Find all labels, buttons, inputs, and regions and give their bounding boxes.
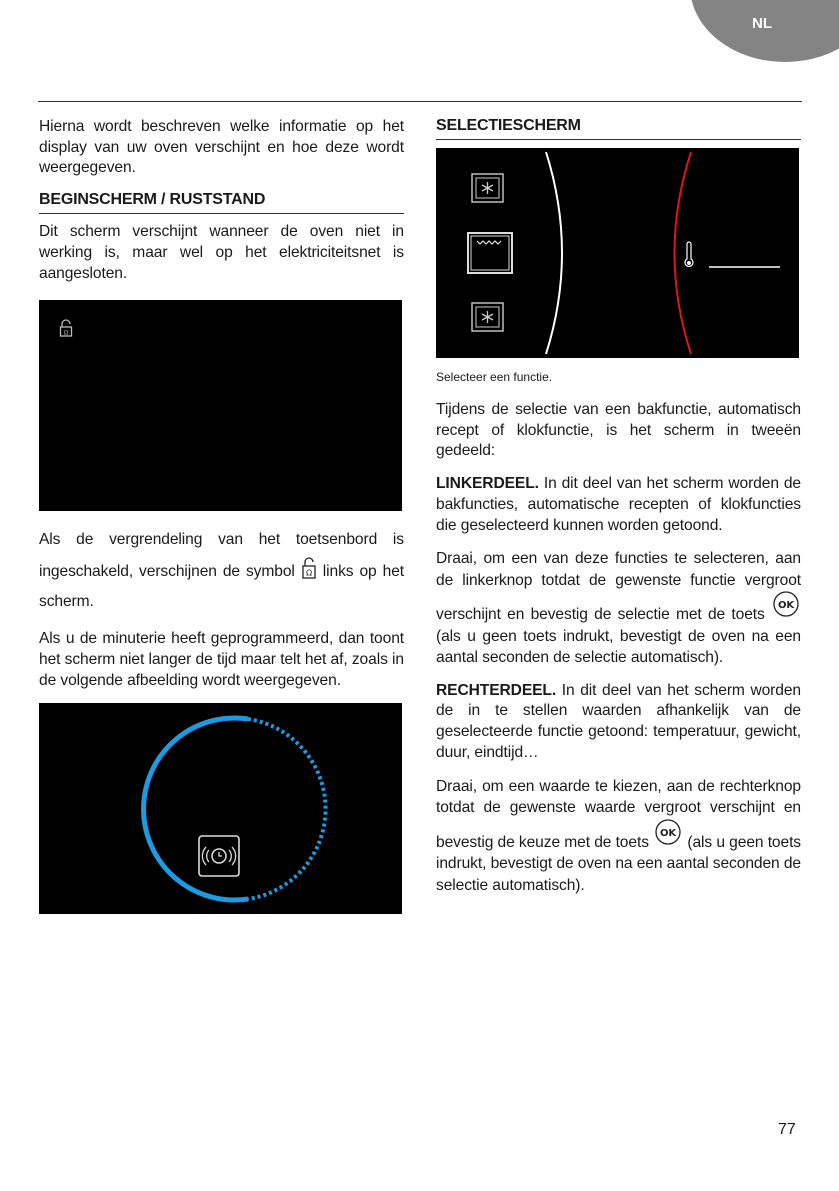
page-number: 77 xyxy=(778,1121,796,1138)
ok-key-label: OK xyxy=(660,827,677,839)
left-selector-arc xyxy=(546,152,562,354)
timer-clock-icon xyxy=(198,835,240,877)
timer-paragraph: Als u de minuterie heeft geprogrammeerd, dan toont het scherm niet langer de tijd maar telt het af, zoals in de volgende afbeelding wordt weergegeven. xyxy=(39,630,404,689)
figure-caption: Selecteer een functie. xyxy=(436,370,553,384)
ok-key-icon xyxy=(653,819,683,845)
fan-oven-icon xyxy=(471,302,504,332)
section-title-home-screen: BEGINSCHERM / RUSTSTAND xyxy=(39,191,404,214)
ok-key-icon xyxy=(771,591,801,617)
countdown-screen-figure xyxy=(39,703,402,914)
right-column xyxy=(436,117,801,908)
grill-oven-icon xyxy=(467,232,513,274)
ok-key-label: OK xyxy=(777,600,795,612)
selection-screen-figure xyxy=(436,148,799,358)
home-screen-figure xyxy=(39,300,402,511)
fan-oven-icon xyxy=(471,173,504,203)
timer-remaining-arc xyxy=(248,719,326,899)
section-title-selection-screen: SELECTIESCHERM xyxy=(436,117,801,140)
lock-icon xyxy=(301,555,317,579)
home-screen-paragraph: Dit scherm verschijnt wanneer de oven niet in werking is, maar wel op het elektriciteitsnet is aangesloten. xyxy=(39,223,404,282)
left-knob-paragraph: Draai, om een van deze functies te selecteren, aan de linkerknop totdat de gewenste functie vergroot verschijnt en bevestig de selectie met de toets OK (als u geen toets indrukt, bevestigt de oven na een aantal seconden de selectie automatisch). xyxy=(436,550,801,667)
intro-paragraph: Hierna wordt beschreven welke informatie op het display van uw oven verschijnt en hoe deze wordt weergegeven. xyxy=(39,118,404,177)
top-rule xyxy=(38,101,802,102)
lock-icon xyxy=(59,319,73,337)
right-part-paragraph: RECHTERDEEL. In dit deel van het scherm worden de in te stellen waarden afhankelijk van de geselecteerde functie getoond: temperatuur, gewicht, duur, eindtijd… xyxy=(436,681,801,761)
left-part-paragraph: LINKERDEEL. In dit deel van het scherm worden de bakfuncties, automatische recepten of klokfuncties die geselecteerd kunnen worden getoond. xyxy=(436,475,802,534)
svg-text:Ω: Ω xyxy=(305,568,312,578)
svg-text:Ω: Ω xyxy=(63,329,69,337)
right-knob-paragraph: Draai, om een waarde te kiezen, aan de rechterknop totdat de gewenste waarde vergroot verschijnt en bevestig de keuze met de toets OK (als u geen toets indrukt, bevestigt de oven na een aantal seconden de selectie automatisch). xyxy=(436,777,802,894)
thermometer-icon xyxy=(684,241,694,269)
right-part-label: RECHTERDEEL. xyxy=(436,681,557,699)
left-part-label: LINKERDEEL. xyxy=(436,475,539,493)
keyboard-lock-paragraph: Als de vergrendeling van het toetsenbord is ingeschakeld, verschijnen de symbol Ω links op het scherm. xyxy=(39,531,404,611)
language-label: NL xyxy=(752,15,772,32)
selection-intro-paragraph: Tijdens de selectie van een bakfunctie, automatisch recept of klokfunctie, is het scherm in tweeën gedeeld: xyxy=(436,401,801,460)
left-column xyxy=(39,117,404,914)
